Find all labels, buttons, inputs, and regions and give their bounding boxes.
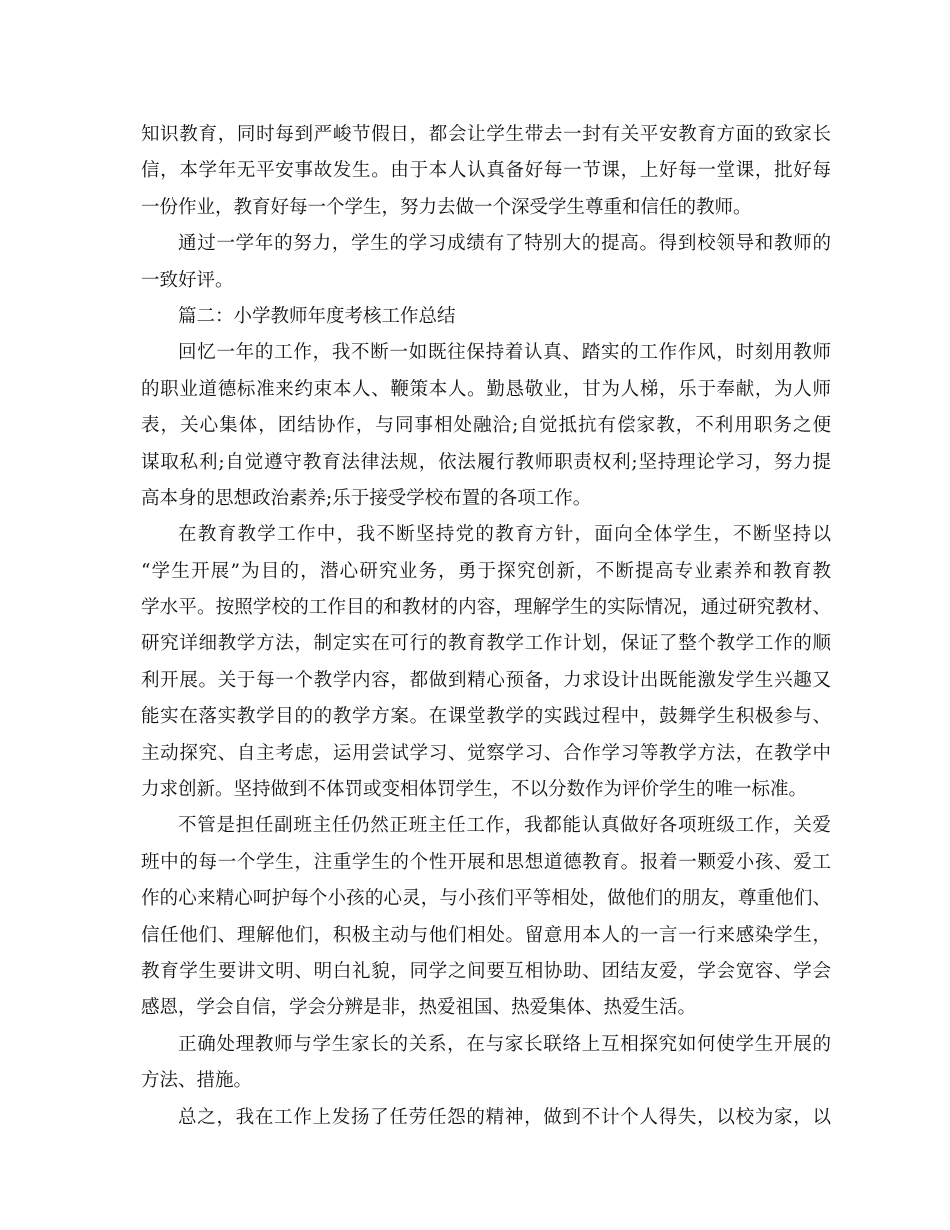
- text-line: 不管是担任副班主任仍然正班主任工作，我都能认真做好各项班级工作，关爱: [178, 815, 831, 837]
- text-line: 谋取私利;自觉遵守教育法律法规，依法履行教师职责权利;坚持理论学习，努力提: [141, 451, 831, 473]
- text-line: 的职业道德标准来约束本人、鞭策本人。勤恳敬业，甘为人梯，乐于奉献，为人师: [141, 378, 831, 400]
- text-line: 表，关心集体，团结协作，与同事相处融洽;自觉抵抗有偿家教，不利用职务之便: [141, 415, 831, 437]
- document-body: [141, 117, 831, 1136]
- text-line: 利开展。关于每一个教学内容，都做到精心预备，力求设计出既能激发学生兴趣又: [141, 669, 831, 691]
- text-line: 正确处理教师与学生家长的关系，在与家长联络上互相探究如何使学生开展的: [178, 1033, 831, 1055]
- text-line: 主动探究、自主考虑，运用尝试学习、觉察学习、合作学习等教学方法，在教学中: [141, 742, 831, 764]
- text-line: 方法、措施。: [141, 1070, 253, 1092]
- text-line: 高本身的思想政治素养;乐于接受学校布置的各项工作。: [141, 487, 592, 509]
- text-line: 在教育教学工作中，我不断坚持党的教育方针，面向全体学生，不断坚持以: [178, 524, 831, 546]
- text-line: 信任他们、理解他们，积极主动与他们相处。留意用本人的一言一行来感染学生，: [141, 924, 831, 946]
- text-line: 回忆一年的工作，我不断一如既往保持着认真、踏实的工作作风，时刻用教师: [178, 342, 831, 364]
- text-line: 教育学生要讲文明、明白礼貌，同学之间要互相协助、团结友爱，学会宽容、学会: [141, 960, 831, 982]
- section-heading: 篇二：小学教师年度考核工作总结: [178, 305, 456, 327]
- text-line: 信，本学年无平安事故发生。由于本人认真备好每一节课，上好每一堂课，批好每: [141, 160, 831, 182]
- text-line: 总之，我在工作上发扬了任劳任怨的精神，做到不计个人得失，以校为家，以: [178, 1106, 831, 1128]
- text-line: 作的心来精心呵护每个小孩的心灵，与小孩们平等相处，做他们的朋友，尊重他们、: [141, 888, 831, 910]
- text-line: 知识教育，同时每到严峻节假日，都会让学生带去一封有关平安教育方面的致家长: [141, 124, 831, 145]
- text-line: 学水平。按照学校的工作目的和教材的内容，理解学生的实际情况，通过研究教材、: [141, 597, 831, 619]
- text-line: 通过一学年的努力，学生的学习成绩有了特别大的提高。得到校领导和教师的: [178, 233, 831, 255]
- text-line: 感恩，学会自信，学会分辨是非，热爱祖国、热爱集体、热爱生活。: [141, 997, 697, 1019]
- text-line: 能实在落实教学目的的教学方案。在课堂教学的实践过程中，鼓舞学生积极参与、: [141, 706, 831, 728]
- text-line: “学生开展”为目的，潜心研究业务，勇于探究创新，不断提高专业素养和教育教: [141, 560, 831, 582]
- text-line: 一份作业，教育好每一个学生，努力去做一个深受学生尊重和信任的教师。: [141, 196, 752, 218]
- text-line: 班中的每一个学生，注重学生的个性开展和思想道德教育。报着一颗爱小孩、爱工: [141, 851, 831, 873]
- text-line: 一致好评。: [141, 269, 234, 291]
- text-line: 研究详细教学方法，制定实在可行的教育教学工作计划，保证了整个教学工作的顺: [141, 633, 831, 655]
- text-line: 力求创新。坚持做到不体罚或变相体罚学生，不以分数作为评价学生的唯一标准。: [141, 779, 808, 801]
